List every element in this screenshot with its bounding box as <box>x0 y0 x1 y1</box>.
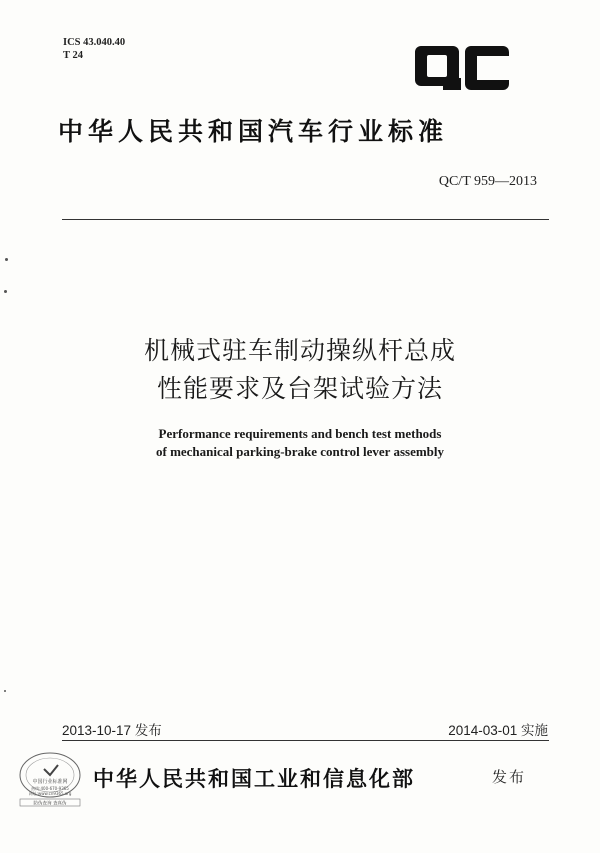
issue-date: 2013-10-17 发布 <box>62 723 162 738</box>
title-cn-line1: 机械式驻车制动操纵杆总成 <box>143 336 456 365</box>
scan-speck <box>5 258 8 261</box>
top-divider <box>62 219 549 220</box>
organization-title: 中华人民共和国汽车行业标准 <box>58 117 449 146</box>
title-en-line1: Performance requirements and bench test methods <box>158 426 442 441</box>
qc-logo <box>413 44 513 92</box>
scan-speck <box>4 290 7 293</box>
issuing-authority: 中华人民共和国工业和信息化部 <box>93 767 415 791</box>
stamp-org: 中国行业标准网 <box>32 779 68 785</box>
anti-counterfeit-stamp <box>14 745 86 807</box>
stamp-note: 防伪查询 查真伪 <box>33 801 67 807</box>
bottom-divider <box>62 740 549 741</box>
category-code: T 24 <box>63 50 83 61</box>
standard-number: QC/T 959—2013 <box>438 174 537 189</box>
title-en-line2: of mechanical parking-brake control lever assembly <box>155 444 445 459</box>
scan-speck <box>4 690 6 692</box>
publish-label: 发布 <box>492 768 527 786</box>
title-cn-line2: 性能要求及台架试验方法 <box>156 374 443 403</box>
stamp-website: 网址:www.cn9365.org <box>28 791 72 796</box>
document-title-chinese <box>0 332 600 408</box>
stamp-hotline: 热线:400-670-9365 <box>31 786 69 791</box>
document-title-english <box>0 425 600 461</box>
implementation-date: 2014-03-01 实施 <box>448 723 548 738</box>
classification-block <box>63 36 125 62</box>
ics-code: ICS 43.040.40 <box>63 37 126 48</box>
